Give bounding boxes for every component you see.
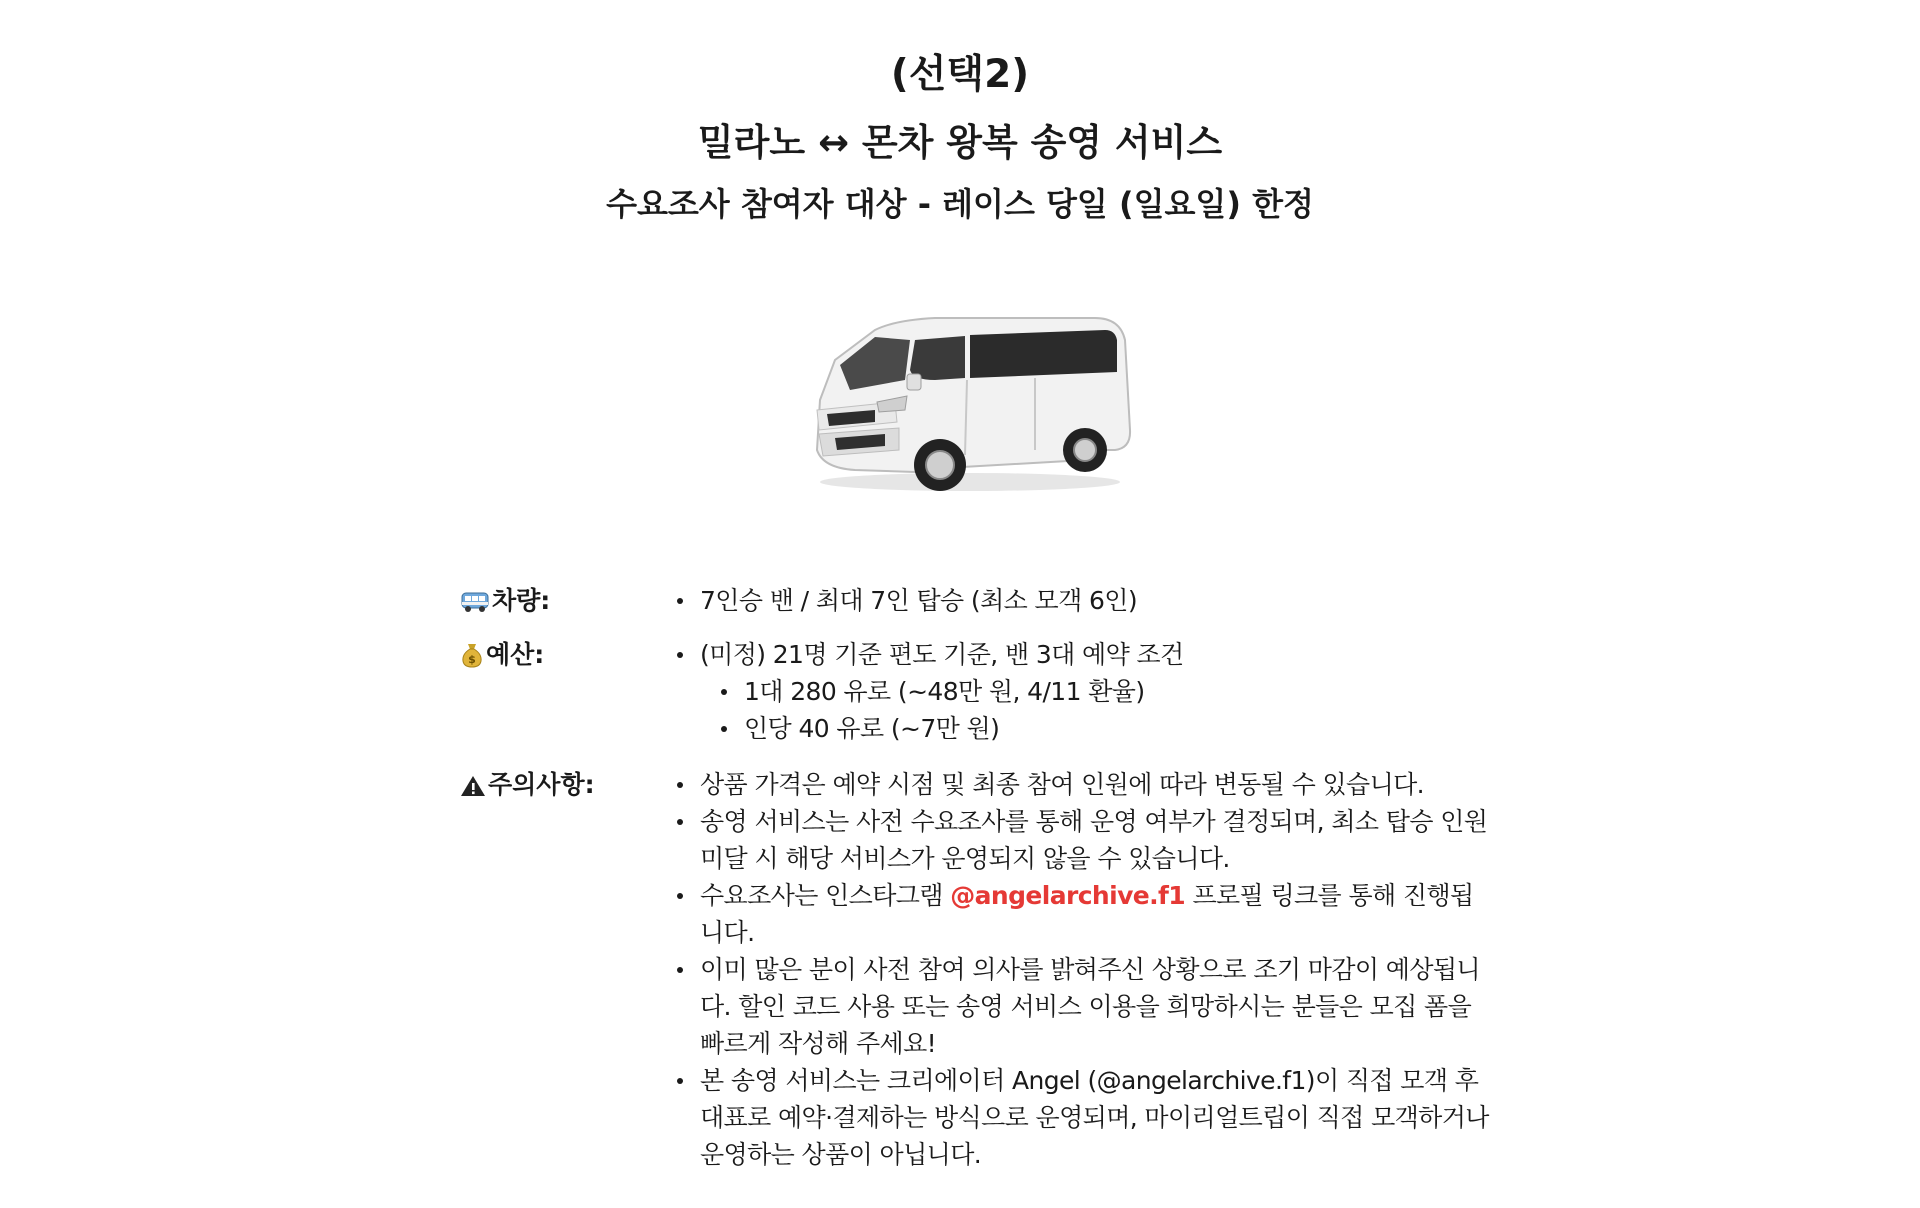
list-item: 수요조사는 인스타그램 @angelarchive.f1 프로필 링크를 통해 진행됩니다. bbox=[670, 877, 1490, 951]
list-item: 이미 많은 분이 사전 참여 의사를 밝혀주신 상황으로 조기 마감이 예상됩니다. 할인 코드 사용 또는 송영 서비스 이용을 희망하시는 분들은 모집 폼을 빠르게 작성해 주세요! bbox=[670, 951, 1490, 1062]
budget-label: $ 예산: bbox=[460, 636, 660, 678]
page-subtitle: 수요조사 참여자 대상 - 레이스 당일 (일요일) 한정 bbox=[606, 185, 1314, 223]
warning-icon bbox=[460, 771, 486, 808]
instagram-handle-link[interactable]: @angelarchive.f1 bbox=[950, 881, 1186, 910]
van-image bbox=[795, 310, 1135, 500]
list-item: (미정) 21명 기준 편도 기준, 밴 3대 예약 조건 bbox=[670, 636, 1490, 673]
list-item: 본 송영 서비스는 크리에이터 Angel (@angelarchive.f1)이 직접 모객 후 대표로 예약·결제하는 방식으로 운영되며, 마이리얼트립이 직접 모객하거나 운영하는 상품이 아닙니다. bbox=[670, 1062, 1490, 1173]
svg-text:$: $ bbox=[468, 653, 476, 666]
list-item: 송영 서비스는 사전 수요조사를 통해 운영 여부가 결정되며, 최소 탑승 인원 미달 시 해당 서비스가 운영되지 않을 수 있습니다. bbox=[670, 803, 1490, 877]
vehicle-label: 차량: bbox=[460, 582, 660, 624]
notice-list bbox=[670, 766, 1490, 1173]
option-label: (선택2) bbox=[890, 52, 1030, 97]
notice-label: 주의사항: bbox=[460, 766, 660, 808]
page-title: 밀라노 ↔ 몬차 왕복 송영 서비스 bbox=[697, 121, 1223, 164]
sub-list-item: 1대 280 유로 (~48만 원, 4/11 환율) bbox=[714, 673, 1490, 710]
list-item: 상품 가격은 예약 시점 및 최종 참여 인원에 따라 변동될 수 있습니다. bbox=[670, 766, 1490, 803]
vehicle-list bbox=[670, 582, 1490, 619]
minibus-icon bbox=[460, 587, 490, 624]
budget-list bbox=[670, 636, 1490, 747]
list-item: 7인승 밴 / 최대 7인 탑승 (최소 모객 6인) bbox=[670, 582, 1490, 619]
money-bag-icon bbox=[460, 641, 484, 678]
sub-list-item: 인당 40 유로 (~7만 원) bbox=[714, 710, 1490, 747]
